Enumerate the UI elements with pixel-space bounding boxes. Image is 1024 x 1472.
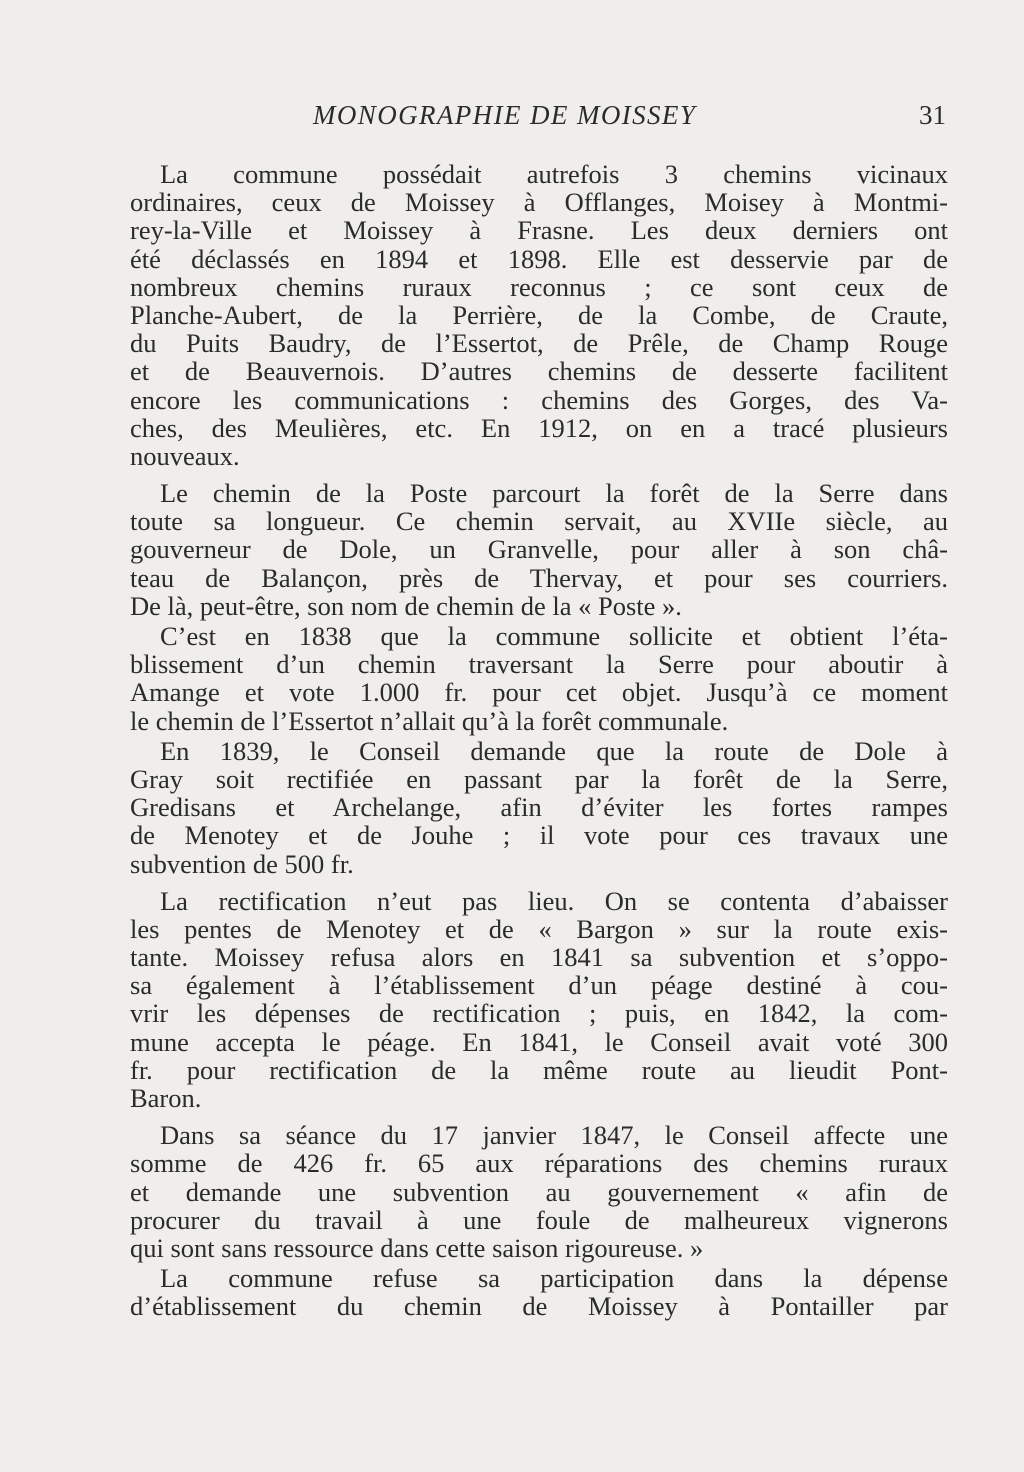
text-line: Gray soit rectifiée en passant par la forêt de la Serre,	[130, 763, 948, 794]
text-line: d’établissement du chemin de Moissey à Pontailler par	[130, 1291, 948, 1322]
text-line: ches, des Meulières, etc. En 1912, on en a tracé plusieurs	[130, 412, 948, 443]
text-line: mune accepta le péage. En 1841, le Conseil avait voté 300	[130, 1026, 948, 1057]
text-line: vrir les dépenses de rectification ; puis, en 1842, la com-	[130, 998, 948, 1029]
text-line: toute sa longueur. Ce chemin servait, au XVIIe siècle, au	[130, 506, 948, 537]
text-line: ordinaires, ceux de Moissey à Offlanges, Moisey à Montmi-	[130, 187, 948, 218]
paragraph-rectification	[130, 887, 948, 1113]
text-line: tante. Moissey refusa alors en 1841 sa subvention et s’oppo-	[130, 942, 948, 973]
running-title: MONOGRAPHIE DE MOISSEY	[313, 100, 697, 130]
text-line: nouveaux.	[130, 440, 240, 471]
text-line: De là, peut-être, son nom de chemin de la « Poste ».	[130, 590, 682, 621]
text-line: fr. pour rectification de la même route au lieudit Pont-	[130, 1054, 948, 1085]
text-line: du Puits Baudry, de l’Essertot, de Prêle, de Champ Rouge	[130, 328, 948, 359]
running-head	[130, 98, 948, 140]
text-line: La commune possédait autrefois 3 chemins vicinaux	[160, 159, 948, 189]
text-line: nombreux chemins ruraux reconnus ; ce sont ceux de	[130, 271, 948, 302]
text-line: En 1839, le Conseil demande que la route de Dole à	[160, 735, 948, 766]
text-line: teau de Balançon, près de Thervay, et pour ses courriers.	[130, 562, 948, 593]
paragraph-1838	[130, 622, 948, 735]
text-line: C’est en 1838 que la commune sollicite et obtient l’éta-	[160, 621, 948, 651]
text-line: subvention de 500 fr.	[130, 848, 354, 879]
paragraph-vicinal-roads	[130, 160, 948, 470]
paragraph-chemin-de-la-poste	[130, 479, 948, 620]
text-line: qui sont sans ressource dans cette saison rigoureuse. »	[130, 1232, 704, 1263]
text-line: Dans sa séance du 17 janvier 1847, le Conseil affecte une	[160, 1120, 948, 1151]
text-line: Planche-Aubert, de la Perrière, de la Combe, de Craute,	[130, 299, 948, 330]
book-page	[130, 98, 948, 1321]
text-line: somme de 426 fr. 65 aux réparations des chemins ruraux	[130, 1148, 948, 1179]
text-line: blissement d’un chemin traversant la Serre pour aboutir à	[130, 649, 948, 680]
text-line: les pentes de Menotey et de « Bargon » sur la route exis-	[130, 913, 948, 944]
paragraph-1839	[130, 737, 948, 878]
text-line: gouverneur de Dole, un Granvelle, pour aller à son châ-	[130, 534, 948, 565]
text-line: rey-la-Ville et Moissey à Frasne. Les deux derniers ont	[130, 215, 948, 246]
text-line: procurer du travail à une foule de malheureux vignerons	[130, 1204, 948, 1235]
text-line: La rectification n’eut pas lieu. On se contenta d’abaisser	[160, 885, 948, 916]
page-number: 31	[919, 100, 946, 130]
text-line: Amange et vote 1.000 fr. pour cet objet. Jusqu’à ce moment	[130, 677, 948, 708]
text-line: de Menotey et de Jouhe ; il vote pour ces travaux une	[130, 820, 948, 851]
text-line: et de Beauvernois. D’autres chemins de desserte facilitent	[130, 356, 948, 387]
text-line: Le chemin de la Poste parcourt la forêt de la Serre dans	[160, 478, 948, 509]
text-line: sa également à l’établissement d’un péage destiné à cou-	[130, 970, 948, 1001]
body-text	[130, 160, 948, 1321]
text-line: et demande une subvention au gouvernement « afin de	[130, 1176, 948, 1207]
text-line: encore les communications : chemins des Gorges, des Va-	[130, 384, 948, 415]
text-line: Baron.	[130, 1083, 202, 1113]
paragraph-1847	[130, 1121, 948, 1262]
text-line: le chemin de l’Essertot n’allait qu’à la forêt communale.	[130, 705, 729, 736]
paragraph-pontailler	[130, 1264, 948, 1320]
text-line: La commune refuse sa participation dans la dépense	[160, 1263, 948, 1294]
text-line: été déclassés en 1894 et 1898. Elle est desservie par de	[130, 243, 948, 274]
text-line: Gredisans et Archelange, afin d’éviter les fortes rampes	[130, 792, 948, 823]
